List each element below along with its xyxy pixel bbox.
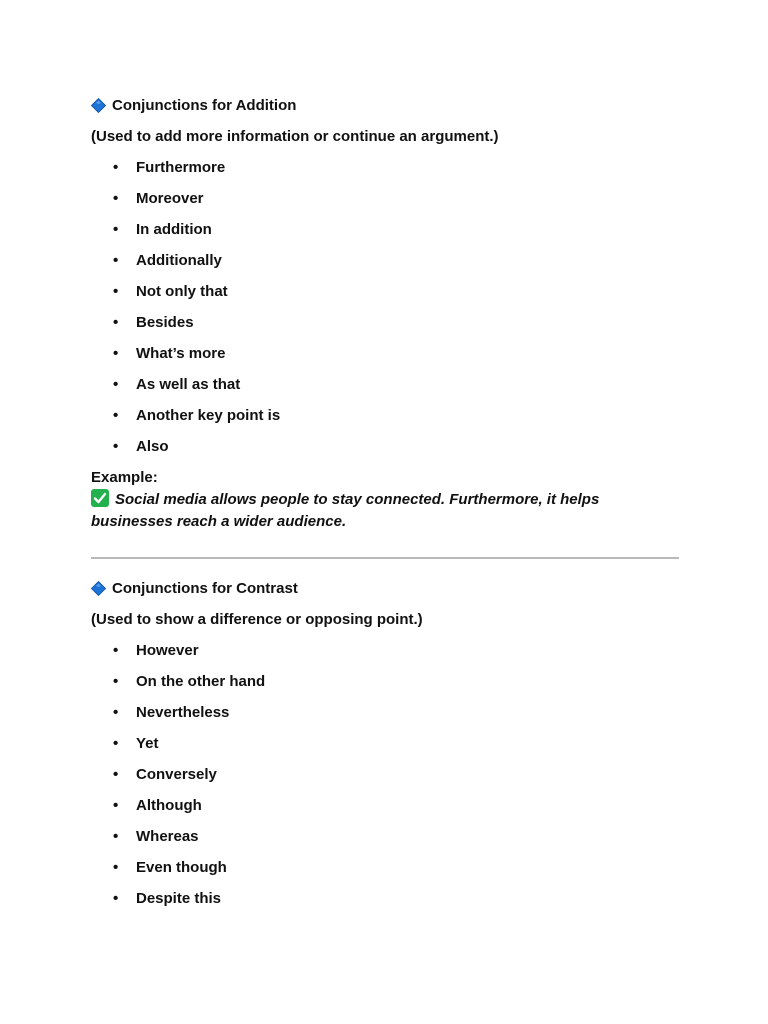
bullet-icon: •: [113, 283, 119, 300]
list-item-label: Besides: [136, 314, 194, 331]
section-heading-contrast: [91, 578, 679, 598]
list-item: [91, 189, 679, 220]
document-page: [91, 95, 679, 920]
list-item: [91, 437, 679, 468]
list-item: [91, 889, 679, 920]
bullet-icon: •: [113, 221, 119, 238]
conjunction-list-contrast: [91, 641, 679, 920]
section-title-contrast: Conjunctions for Contrast: [112, 579, 298, 597]
example-sentence-text: Social media allows people to stay connected. Furthermore, it helps businesses reach a wider audience.: [91, 491, 600, 530]
bullet-icon: •: [113, 438, 119, 455]
list-item: [91, 641, 679, 672]
list-item: [91, 765, 679, 796]
list-item: [91, 220, 679, 251]
list-item-label: Even though: [136, 859, 227, 876]
green-check-icon: [91, 489, 109, 507]
section-divider: [91, 557, 679, 559]
list-item: [91, 858, 679, 889]
list-item-label: Also: [136, 438, 169, 455]
list-item-label: Nevertheless: [136, 704, 230, 721]
list-item-label: As well as that: [136, 376, 241, 393]
example-label: Example:: [91, 469, 158, 486]
bullet-icon: •: [113, 376, 119, 393]
list-item: [91, 734, 679, 765]
list-item-label: What’s more: [136, 345, 226, 362]
example-sentence: [91, 489, 679, 533]
bullet-icon: •: [113, 407, 119, 424]
list-item: [91, 313, 679, 344]
bullet-icon: •: [113, 797, 119, 814]
list-item-label: Although: [136, 797, 202, 814]
bullet-icon: •: [113, 704, 119, 721]
list-item: [91, 796, 679, 827]
section-subtitle-contrast: (Used to show a difference or opposing point.): [91, 611, 423, 628]
list-item-label: Another key point is: [136, 407, 281, 424]
bullet-icon: •: [113, 252, 119, 269]
list-item-label: Conversely: [136, 766, 217, 783]
bullet-icon: •: [113, 859, 119, 876]
list-item: [91, 158, 679, 189]
list-item-label: Additionally: [136, 252, 222, 269]
bullet-icon: •: [113, 735, 119, 752]
section-title-addition: Conjunctions for Addition: [112, 96, 297, 114]
list-item: [91, 375, 679, 406]
bullet-icon: •: [113, 642, 119, 659]
bullet-icon: •: [113, 890, 119, 907]
bullet-icon: •: [113, 159, 119, 176]
list-item-label: Yet: [136, 735, 159, 752]
list-item-label: Not only that: [136, 283, 228, 300]
list-item: [91, 344, 679, 375]
bullet-icon: •: [113, 190, 119, 207]
list-item: [91, 406, 679, 437]
bullet-icon: •: [113, 673, 119, 690]
list-item-label: Despite this: [136, 890, 222, 907]
list-item: [91, 672, 679, 703]
section-heading-addition: [91, 95, 679, 115]
list-item-label: However: [136, 642, 199, 659]
list-item-label: On the other hand: [136, 673, 266, 690]
list-item-label: Furthermore: [136, 159, 226, 176]
bullet-icon: •: [113, 345, 119, 362]
bullet-icon: •: [113, 314, 119, 331]
list-item: [91, 703, 679, 734]
list-item-label: Moreover: [136, 190, 204, 207]
blue-diamond-icon: [91, 581, 106, 596]
list-item-label: In addition: [136, 221, 212, 238]
conjunction-list-addition: [91, 158, 679, 468]
bullet-icon: •: [113, 766, 119, 783]
list-item: [91, 282, 679, 313]
blue-diamond-icon: [91, 98, 106, 113]
section-subtitle-addition: (Used to add more information or continue an argument.): [91, 128, 499, 145]
list-item-label: Whereas: [136, 828, 199, 845]
bullet-icon: •: [113, 828, 119, 845]
section-contrast: [91, 578, 679, 920]
list-item: [91, 251, 679, 282]
list-item: [91, 827, 679, 858]
